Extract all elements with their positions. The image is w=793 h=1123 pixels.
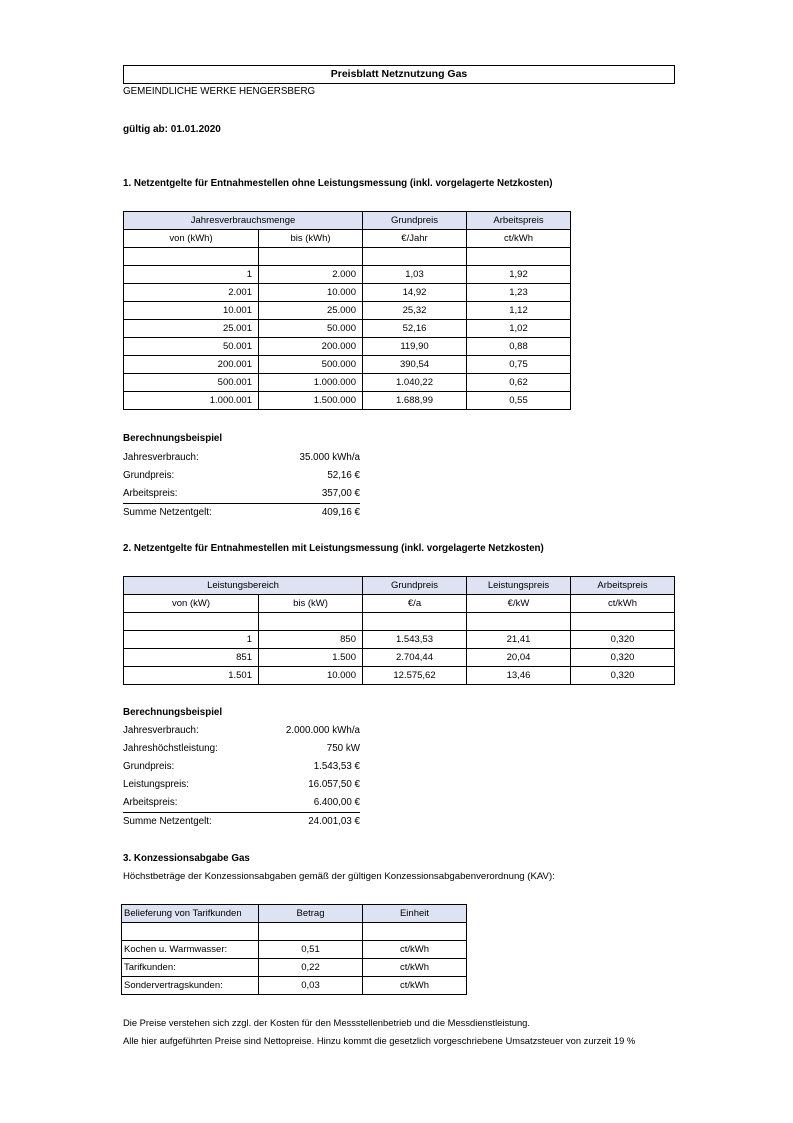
table-row <box>124 284 571 302</box>
example-label: Arbeitspreis: <box>123 488 178 499</box>
cell-work-price: 1,12 <box>467 302 571 320</box>
cell-unit: ct/kWh <box>363 959 467 977</box>
cell-customer-type: Kochen u. Warmwasser: <box>122 941 259 959</box>
cell-base-price: 25,32 <box>363 302 467 320</box>
tariff-table-with-metering <box>123 576 675 685</box>
cell-base-price: 2.704,44 <box>363 649 467 667</box>
header-to: bis (kWh) <box>259 230 363 248</box>
cell-power-price: 21,41 <box>467 631 571 649</box>
example2-row <box>123 794 360 812</box>
example-value: 1.543,53 € <box>313 761 360 772</box>
header-from: von (kW) <box>124 595 259 613</box>
cell-work-price: 1,02 <box>467 320 571 338</box>
header-belieferung: Belieferung von Tarifkunden <box>122 905 259 923</box>
cell-work-price: 0,88 <box>467 338 571 356</box>
table-row <box>124 356 571 374</box>
cell-amount: 0,51 <box>259 941 363 959</box>
cell-from: 10.001 <box>124 302 259 320</box>
cell-from: 50.001 <box>124 338 259 356</box>
cell-from: 851 <box>124 649 259 667</box>
cell-from: 1.000.001 <box>124 392 259 410</box>
cell-from: 1.501 <box>124 667 259 685</box>
example-label: Jahreshöchstleistung: <box>123 743 218 754</box>
empty-row <box>124 613 675 631</box>
cell-from: 200.001 <box>124 356 259 374</box>
example-label: Grundpreis: <box>123 470 175 481</box>
cell-from: 500.001 <box>124 374 259 392</box>
cell-base-price: 1.040,22 <box>363 374 467 392</box>
example-label: Jahresverbrauch: <box>123 725 199 736</box>
example-label: Leistungspreis: <box>123 779 189 790</box>
header-base-unit: €/a <box>363 595 467 613</box>
example2-heading: Berechnungsbeispiel <box>123 707 223 718</box>
header-work-unit: ct/kWh <box>571 595 675 613</box>
sum-label: Summe Netzentgelt: <box>123 816 212 827</box>
empty-row <box>122 923 467 941</box>
header-base-unit: €/Jahr <box>363 230 467 248</box>
page-title: Preisblatt Netznutzung Gas <box>123 65 675 84</box>
example-label: Jahresverbrauch: <box>123 452 199 463</box>
note-vat: Alle hier aufgeführten Preise sind Nettopreise. Hinzu kommt die gesetzlich vorgeschriebene Umsatzsteuer von zurzeit 19 % <box>123 1035 636 1046</box>
cell-to: 1.000.000 <box>259 374 363 392</box>
cell-to: 850 <box>259 631 363 649</box>
cell-to: 200.000 <box>259 338 363 356</box>
table-row <box>124 649 675 667</box>
section1-heading: 1. Netzentgelte für Entnahmestellen ohne Leistungsmessung (inkl. vorgelagerte Netzkosten) <box>123 178 553 189</box>
table-row <box>124 667 675 685</box>
example1-row <box>123 449 360 467</box>
header-betrag: Betrag <box>259 905 363 923</box>
header-power-unit: €/kW <box>467 595 571 613</box>
table-row <box>122 977 467 995</box>
cell-work-price: 0,320 <box>571 631 675 649</box>
cell-to: 50.000 <box>259 320 363 338</box>
example2-row <box>123 740 360 758</box>
cell-base-price: 52,16 <box>363 320 467 338</box>
example-label: Grundpreis: <box>123 761 175 772</box>
table-row <box>124 320 571 338</box>
table-row <box>124 266 571 284</box>
example2-row <box>123 776 360 794</box>
valid-from: gültig ab: 01.01.2020 <box>123 124 221 135</box>
cell-work-price: 0,75 <box>467 356 571 374</box>
cell-to: 2.000 <box>259 266 363 284</box>
cell-base-price: 1.543,53 <box>363 631 467 649</box>
cell-work-price: 1,23 <box>467 284 571 302</box>
example-value: 16.057,50 € <box>308 779 360 790</box>
cell-to: 10.000 <box>259 284 363 302</box>
cell-work-price: 0,55 <box>467 392 571 410</box>
cell-base-price: 12.575,62 <box>363 667 467 685</box>
cell-power-price: 20,04 <box>467 649 571 667</box>
header-work-unit: ct/kWh <box>467 230 571 248</box>
header-leistungspreis: Leistungspreis <box>467 577 571 595</box>
example1-row <box>123 467 360 485</box>
example-value: 2.000.000 kWh/a <box>285 725 360 736</box>
example2-row <box>123 758 360 776</box>
header-jahresverbrauchsmenge: Jahresverbrauchsmenge <box>124 212 363 230</box>
example-value: 6.400,00 € <box>313 797 360 808</box>
cell-to: 25.000 <box>259 302 363 320</box>
cell-work-price: 0,62 <box>467 374 571 392</box>
example-value: 357,00 € <box>321 488 360 499</box>
example-value: 52,16 € <box>327 470 360 481</box>
header-grundpreis: Grundpreis <box>363 212 467 230</box>
cell-unit: ct/kWh <box>363 977 467 995</box>
table-row <box>122 959 467 977</box>
cell-work-price: 1,92 <box>467 266 571 284</box>
table-row <box>124 338 571 356</box>
cell-amount: 0,22 <box>259 959 363 977</box>
example1-row <box>123 485 360 503</box>
header-arbeitspreis: Arbeitspreis <box>571 577 675 595</box>
empty-row <box>124 248 571 266</box>
example-label: Arbeitspreis: <box>123 797 178 808</box>
cell-customer-type: Tarifkunden: <box>122 959 259 977</box>
sum-label: Summe Netzentgelt: <box>123 507 212 518</box>
header-einheit: Einheit <box>363 905 467 923</box>
tariff-table-without-metering <box>123 211 571 410</box>
header-from: von (kWh) <box>124 230 259 248</box>
cell-base-price: 14,92 <box>363 284 467 302</box>
example-value: 35.000 kWh/a <box>299 452 360 463</box>
example2-sum-row <box>123 813 360 831</box>
cell-customer-type: Sondervertragskunden: <box>122 977 259 995</box>
section3-intro: Höchstbeträge der Konzessionsabgaben gemäß der gültigen Konzessionsabgabenverordnung (KAV): <box>123 871 555 882</box>
table-row <box>124 392 571 410</box>
example1-sum-row <box>123 504 360 522</box>
company-name: GEMEINDLICHE WERKE HENGERSBERG <box>123 86 316 97</box>
section2-heading: 2. Netzentgelte für Entnahmestellen mit Leistungsmessung (inkl. vorgelagerte Netzkosten) <box>123 543 544 554</box>
cell-base-price: 390,54 <box>363 356 467 374</box>
cell-base-price: 1.688,99 <box>363 392 467 410</box>
sum-value: 409,16 € <box>321 507 360 518</box>
section3-heading: 3. Konzessionsabgabe Gas <box>123 853 250 864</box>
cell-work-price: 0,320 <box>571 649 675 667</box>
header-to: bis (kW) <box>259 595 363 613</box>
cell-base-price: 1,03 <box>363 266 467 284</box>
header-arbeitspreis: Arbeitspreis <box>467 212 571 230</box>
concession-table <box>121 904 467 995</box>
cell-power-price: 13,46 <box>467 667 571 685</box>
cell-to: 10.000 <box>259 667 363 685</box>
cell-from: 1 <box>124 631 259 649</box>
sum-value: 24.001,03 € <box>308 816 360 827</box>
cell-to: 500.000 <box>259 356 363 374</box>
cell-base-price: 119,90 <box>363 338 467 356</box>
example2-row <box>123 722 360 740</box>
table-row <box>124 374 571 392</box>
cell-to: 1.500 <box>259 649 363 667</box>
cell-from: 1 <box>124 266 259 284</box>
cell-amount: 0,03 <box>259 977 363 995</box>
table-row <box>124 631 675 649</box>
cell-from: 25.001 <box>124 320 259 338</box>
cell-unit: ct/kWh <box>363 941 467 959</box>
table-row <box>122 941 467 959</box>
table-row <box>124 302 571 320</box>
cell-work-price: 0,320 <box>571 667 675 685</box>
header-grundpreis: Grundpreis <box>363 577 467 595</box>
example1-heading: Berechnungsbeispiel <box>123 433 223 444</box>
cell-from: 2.001 <box>124 284 259 302</box>
header-leistungsbereich: Leistungsbereich <box>124 577 363 595</box>
note-measurement: Die Preise verstehen sich zzgl. der Kosten für den Messstellenbetrieb und die Messdienstleistung. <box>123 1017 530 1028</box>
cell-to: 1.500.000 <box>259 392 363 410</box>
example-value: 750 kW <box>326 743 360 754</box>
